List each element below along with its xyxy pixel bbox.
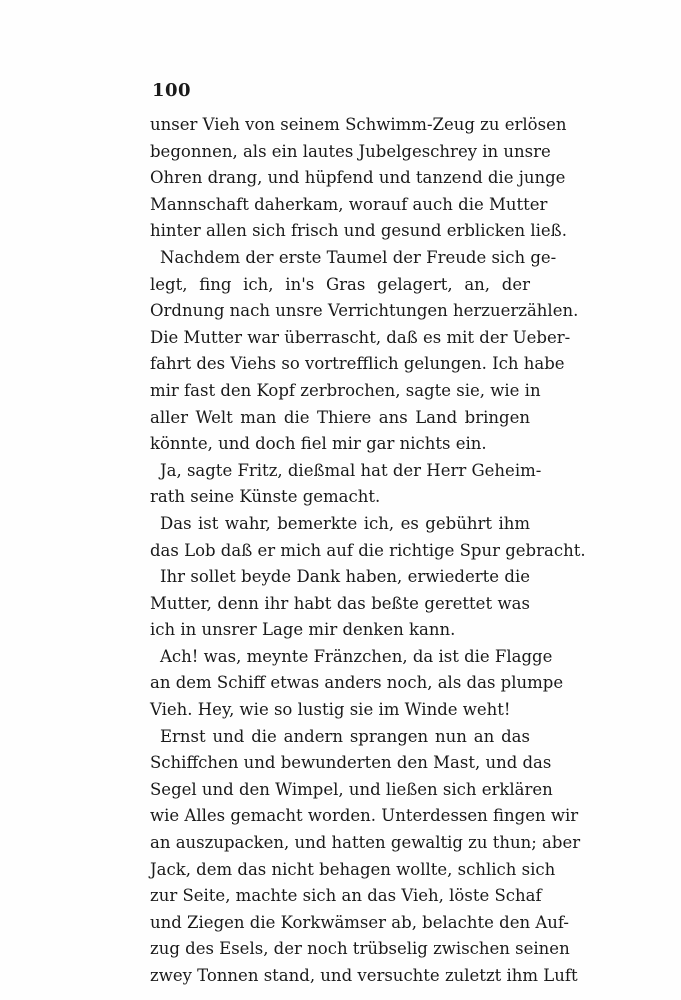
text-line: und Ziegen die Korkwämser ab, belachte den Auf- xyxy=(150,912,569,932)
body-text xyxy=(150,112,586,990)
text-line: zug des Esels, der noch trübselig zwischen seinen xyxy=(150,939,570,959)
text-line: Ohren drang, und hüpfend und tanzend die junge xyxy=(150,168,566,188)
text-line: unser Vieh von seinem Schwimm-Zeug zu erlösen xyxy=(150,115,567,134)
text-line: Mannschaft daherkam, worauf auch die Mutter xyxy=(150,194,548,214)
text-line: zwey Tonnen stand, und versuchte zuletzt ihm Luft xyxy=(150,966,578,985)
text-line: Vieh. Hey, wie so lustig sie im Winde weht! xyxy=(150,700,511,720)
text-line: hinter allen sich frisch und gesund erblicken ließ. xyxy=(150,221,567,241)
text-line: Ernst und die andern sprangen nun an das xyxy=(160,726,530,746)
text-line: wie Alles gemacht worden. Unterdessen fingen wir xyxy=(150,806,579,826)
text-line: Ihr sollet beyde Dank haben, erwiederte die xyxy=(160,567,530,587)
text-line: legt, fing ich, in's Gras gelagert, an, der xyxy=(150,274,530,294)
text-line: zur Seite, machte sich an das Vieh, löste Schaf xyxy=(150,886,542,906)
text-line: an dem Schiff etwas anders noch, als das plumpe xyxy=(150,673,564,693)
text-line: ich in unsrer Lage mir denken kann. xyxy=(150,620,456,640)
text-line: könnte, und doch fiel mir gar nichts ein. xyxy=(150,434,487,454)
text-line: an auszupacken, und hatten gewaltig zu thun; aber xyxy=(150,833,581,853)
text-line: Ordnung nach unsre Verrichtungen herzuerzählen. xyxy=(150,301,579,321)
text-line: begonnen, als ein lautes Jubelgeschrey in unsre xyxy=(150,141,551,161)
text-line: das Lob daß er mich auf die richtige Spur gebracht. xyxy=(150,540,586,560)
page-number: 100 xyxy=(152,80,192,101)
text-line: Schiffchen und bewunderten den Mast, und das xyxy=(150,753,552,773)
text-line: fahrt des Viehs so vortrefflich gelungen. Ich habe xyxy=(150,354,565,374)
text-line: Jack, dem das nicht behagen wollte, schlich sich xyxy=(150,859,556,879)
text-line: Mutter, denn ihr habt das beßte gerettet was xyxy=(150,593,530,613)
text-line: Segel und den Wimpel, und ließen sich erklären xyxy=(150,779,553,799)
text-line: Ja, sagte Fritz, dießmal hat der Herr Geheim- xyxy=(160,460,542,480)
text-line: rath seine Künste gemacht. xyxy=(150,487,381,507)
text-line: Das ist wahr, bemerkte ich, es gebührt ihm xyxy=(160,513,530,533)
text-line: Nachdem der erste Taumel der Freude sich ge- xyxy=(160,247,557,267)
text-line: aller Welt man die Thiere ans Land bringen xyxy=(150,407,530,427)
text-line: mir fast den Kopf zerbrochen, sagte sie, wie in xyxy=(150,380,541,400)
text-line: Die Mutter war überrascht, daß es mit der Ueber- xyxy=(150,327,571,347)
text-line: Ach! was, meynte Fränzchen, da ist die Flagge xyxy=(160,646,553,666)
